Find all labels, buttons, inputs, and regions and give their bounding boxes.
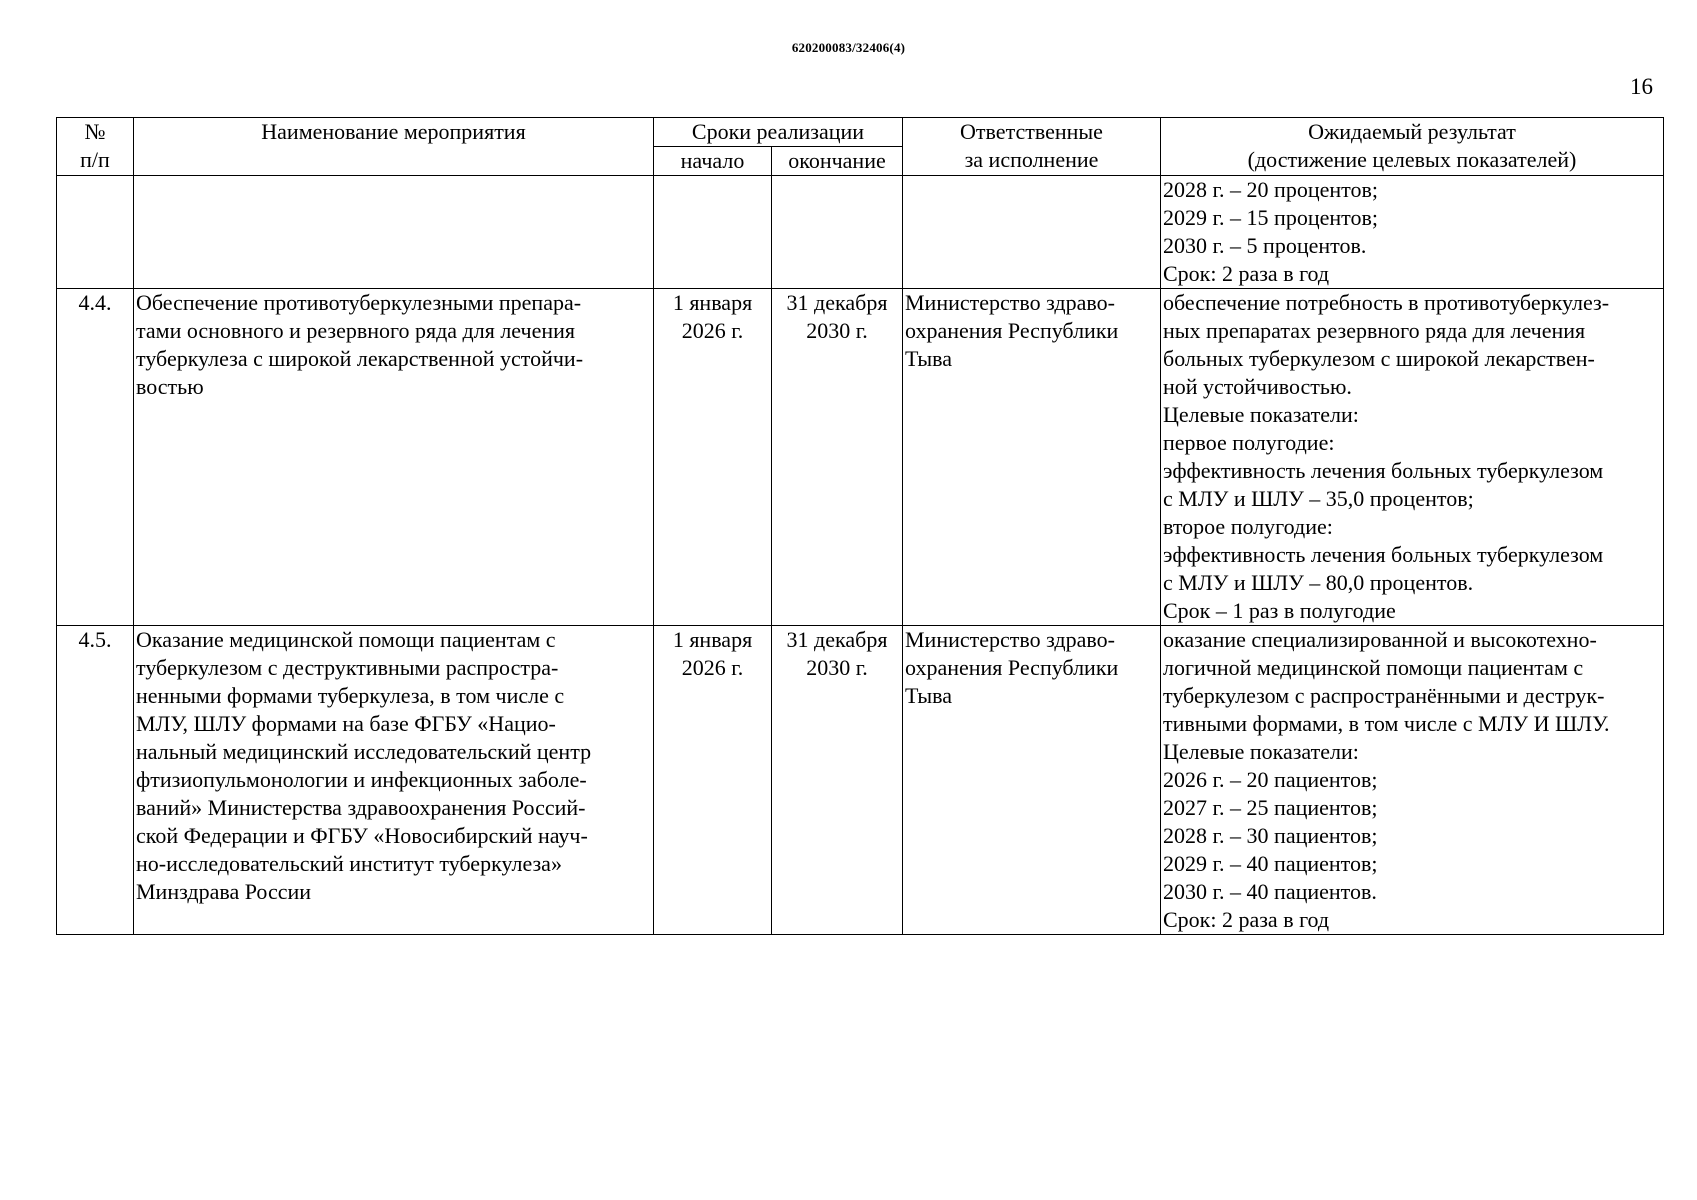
- cell-result: [1161, 289, 1664, 626]
- name-line: ненными формами туберкулеза, в том числе с: [136, 683, 565, 708]
- header-result: [1161, 118, 1664, 176]
- result-line: 2028 г. – 30 пациентов;: [1163, 823, 1378, 848]
- cell-number: [57, 176, 134, 289]
- responsible-line: Министерство здраво-: [905, 627, 1115, 652]
- result-line: туберкулезом с распространёнными и деструк-: [1163, 683, 1605, 708]
- name-line: Обеспечение противотуберкулезными препара-: [136, 290, 582, 315]
- result-line: 2028 г. – 20 процентов;: [1163, 177, 1378, 202]
- header-row: [57, 118, 1664, 147]
- name-line: Минздрава России: [136, 879, 312, 904]
- header-number-line: п/п: [80, 147, 110, 172]
- result-line: тивными формами, в том числе с МЛУ И ШЛУ.: [1163, 711, 1610, 736]
- name-line: но-исследовательский институт туберкулеза»: [136, 851, 562, 876]
- end-line: 31 декабря: [786, 290, 888, 315]
- header-terms: [654, 118, 903, 147]
- name-line: МЛУ, ШЛУ формами на базе ФГБУ «Нацио-: [136, 711, 556, 736]
- cell-name: [134, 176, 654, 289]
- result-line: обеспечение потребность в противотуберкулез-: [1163, 290, 1610, 315]
- result-line: с МЛУ и ШЛУ – 35,0 процентов;: [1163, 486, 1474, 511]
- result-line: 2030 г. – 5 процентов.: [1163, 233, 1367, 258]
- result-line: 2030 г. – 40 пациентов.: [1163, 879, 1377, 904]
- end-line: 2030 г.: [806, 318, 868, 343]
- name-line: туберкулеза с широкой лекарственной устойчи-: [136, 346, 584, 371]
- cell-responsible: [903, 176, 1161, 289]
- cell-start: [654, 626, 772, 935]
- result-line: Срок: 2 раза в год: [1163, 907, 1330, 932]
- name-line: востью: [136, 374, 204, 399]
- result-line: Целевые показатели:: [1163, 402, 1359, 427]
- header-responsible-line: Ответственные: [960, 119, 1103, 144]
- responsible-line: Тыва: [905, 683, 952, 708]
- result-line: 2029 г. – 15 процентов;: [1163, 205, 1378, 230]
- header-start-text: начало: [680, 148, 745, 173]
- header-start: [654, 147, 772, 176]
- responsible-line: Тыва: [905, 346, 952, 371]
- name-line: нальный медицинский исследовательский центр: [136, 739, 592, 764]
- result-line: эффективность лечения больных туберкулезом: [1163, 542, 1604, 567]
- result-line: 2027 г. – 25 пациентов;: [1163, 795, 1378, 820]
- name-line: Оказание медицинской помощи пациентам с: [136, 627, 556, 652]
- result-line: Срок – 1 раз в полугодие: [1163, 598, 1396, 623]
- header-result-line: (достижение целевых показателей): [1247, 147, 1577, 172]
- cell-end: [772, 289, 903, 626]
- cell-number: 4.4.: [57, 289, 134, 626]
- end-line: 31 декабря: [786, 627, 888, 652]
- cell-start: [654, 289, 772, 626]
- header-result-line: Ожидаемый результат: [1308, 119, 1516, 144]
- cell-start: [654, 176, 772, 289]
- start-line: 2026 г.: [681, 655, 744, 680]
- header-end: [772, 147, 903, 176]
- end-line: 2030 г.: [806, 655, 868, 680]
- header-name: [134, 118, 654, 176]
- cell-name: [134, 626, 654, 935]
- cell-name: [134, 289, 654, 626]
- measures-table: [56, 117, 1664, 935]
- header-name-text: Наименование мероприятия: [261, 119, 526, 144]
- result-line: 2029 г. – 40 пациентов;: [1163, 851, 1378, 876]
- result-line: 2026 г. – 20 пациентов;: [1163, 767, 1378, 792]
- name-line: тами основного и резервного ряда для лечения: [136, 318, 576, 343]
- result-line: с МЛУ и ШЛУ – 80,0 процентов.: [1163, 570, 1474, 595]
- result-line: второе полугодие:: [1163, 514, 1333, 539]
- start-line: 2026 г.: [681, 318, 744, 343]
- responsible-line: охранения Республики: [905, 655, 1119, 680]
- cell-result: [1161, 176, 1664, 289]
- table-row: [57, 289, 1664, 626]
- name-line: ваний» Министерства здравоохранения Россий-: [136, 795, 586, 820]
- result-line: оказание специализированной и высокотехно-: [1163, 627, 1597, 652]
- result-line: ных препаратах резервного ряда для лечения: [1163, 318, 1586, 343]
- result-line: ной устойчивостью.: [1163, 374, 1352, 399]
- result-line: логичной медицинской помощи пациентам с: [1163, 655, 1584, 680]
- cell-responsible: [903, 289, 1161, 626]
- header-number-line: №: [84, 119, 106, 144]
- page-number: 16: [1630, 74, 1653, 99]
- name-line: туберкулезом с деструктивными распростра-: [136, 655, 559, 680]
- document-id: 620200083/32406(4): [791, 40, 906, 55]
- responsible-line: Министерство здраво-: [905, 290, 1115, 315]
- header-responsible: [903, 118, 1161, 176]
- result-line: больных туберкулезом с широкой лекарствен-: [1163, 346, 1595, 371]
- name-line: ской Федерации и ФГБУ «Новосибирский науч-: [136, 823, 588, 848]
- result-line: Срок: 2 раза в год: [1163, 261, 1330, 286]
- header-responsible-line: за исполнение: [964, 147, 1099, 172]
- name-line: фтизиопульмонологии и инфекционных заболе-: [136, 767, 587, 792]
- responsible-line: охранения Республики: [905, 318, 1119, 343]
- cell-end: [772, 626, 903, 935]
- start-line: 1 января: [672, 290, 753, 315]
- header-number: [57, 118, 134, 176]
- result-line: первое полугодие:: [1163, 430, 1335, 455]
- header-terms-text: Сроки реализации: [691, 119, 865, 144]
- result-line: эффективность лечения больных туберкулезом: [1163, 458, 1604, 483]
- table-row: [57, 176, 1664, 289]
- cell-result: [1161, 626, 1664, 935]
- cell-number: 4.5.: [57, 626, 134, 935]
- start-line: 1 января: [672, 627, 753, 652]
- table-row: [57, 626, 1664, 935]
- cell-end: [772, 176, 903, 289]
- header-end-text: окончание: [788, 148, 886, 173]
- result-line: Целевые показатели:: [1163, 739, 1359, 764]
- cell-responsible: [903, 626, 1161, 935]
